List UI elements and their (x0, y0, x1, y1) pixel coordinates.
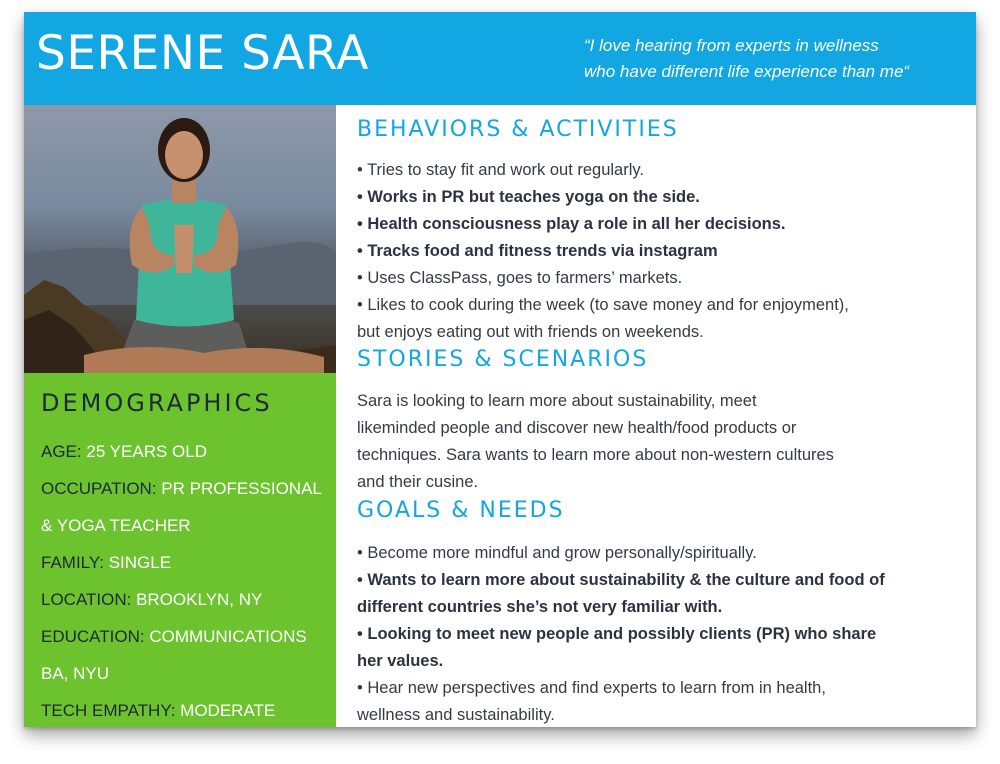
goals-line: • Wants to learn more about sustainability & the culture and food of (357, 571, 885, 589)
woman-yoga-pose-icon (24, 105, 336, 373)
behaviors-line: • Health consciousness play a role in all her decisions. (357, 215, 786, 233)
demographics-row (41, 655, 333, 692)
demographics-value: PR PROFESSIONAL (161, 479, 322, 498)
persona-name: SERENE SARA (36, 26, 369, 81)
goals-title: GOALS & NEEDS (357, 498, 565, 523)
behaviors-line: • Tracks food and fitness trends via instagram (357, 242, 718, 260)
persona-quote (584, 33, 954, 85)
demographics-list (41, 433, 333, 729)
stories-line: and their cusine. (357, 473, 479, 491)
header-banner (24, 12, 976, 105)
demographics-row (41, 581, 333, 618)
persona-photo (24, 105, 336, 373)
goals-line: • Become more mindful and grow personally/spiritually. (357, 544, 757, 562)
behaviors-line: • Works in PR but teaches yoga on the side. (357, 188, 700, 206)
stories-line: Sara is looking to learn more about sustainability, meet (357, 392, 757, 410)
behaviors-title: BEHAVIORS & ACTIVITIES (357, 117, 679, 142)
demographics-value: 25 YEARS OLD (86, 442, 207, 461)
demographics-value: BROOKLYN, NY (136, 590, 263, 609)
demographics-label: LOCATION: (41, 590, 137, 609)
demographics-row (41, 544, 333, 581)
demographics-row (41, 433, 333, 470)
demographics-title: DEMOGRAPHICS (41, 389, 273, 417)
demographics-label: FAMILY: (41, 553, 109, 572)
demographics-label: TECH EMPATHY: (41, 701, 181, 720)
demographics-panel (24, 373, 336, 727)
behaviors-line: • Uses ClassPass, goes to farmers’ markets. (357, 269, 683, 287)
quote-line: “I love hearing from experts in wellness (584, 36, 879, 55)
behaviors-line: • Likes to cook during the week (to save money and for enjoyment), (357, 296, 849, 314)
stories-line: likeminded people and discover new health/food products or (357, 419, 797, 437)
demographics-label: EDUCATION: (41, 627, 150, 646)
demographics-value: MODERATE (180, 701, 276, 720)
demographics-row (41, 470, 333, 507)
stories-title: STORIES & SCENARIOS (357, 347, 649, 372)
quote-line: who have different life experience than me“ (584, 62, 910, 81)
demographics-row (41, 692, 333, 729)
behaviors-list (357, 157, 957, 346)
demographics-label: AGE: (41, 442, 87, 461)
demographics-row (41, 618, 333, 655)
demographics-value: BA, NYU (41, 664, 110, 683)
demographics-row (41, 507, 333, 544)
goals-line: different countries she’s not very familiar with. (357, 598, 723, 616)
behaviors-line: • Tries to stay fit and work out regularly. (357, 161, 645, 179)
goals-line: wellness and sustainability. (357, 706, 555, 724)
stories-line: techniques. Sara wants to learn more about non-western cultures (357, 446, 834, 464)
goals-line: • Hear new perspectives and find experts to learn from in health, (357, 679, 826, 697)
goals-line: her values. (357, 652, 444, 670)
demographics-label: OCCUPATION: (41, 479, 162, 498)
stories-text (357, 388, 957, 496)
demographics-value: SINGLE (108, 553, 172, 572)
persona-card (24, 12, 976, 727)
demographics-value: & YOGA TEACHER (41, 516, 191, 535)
demographics-value: COMMUNICATIONS (149, 627, 307, 646)
goals-list (357, 540, 957, 729)
behaviors-line: but enjoys eating out with friends on weekends. (357, 323, 704, 341)
goals-line: • Looking to meet new people and possibly clients (PR) who share (357, 625, 877, 643)
